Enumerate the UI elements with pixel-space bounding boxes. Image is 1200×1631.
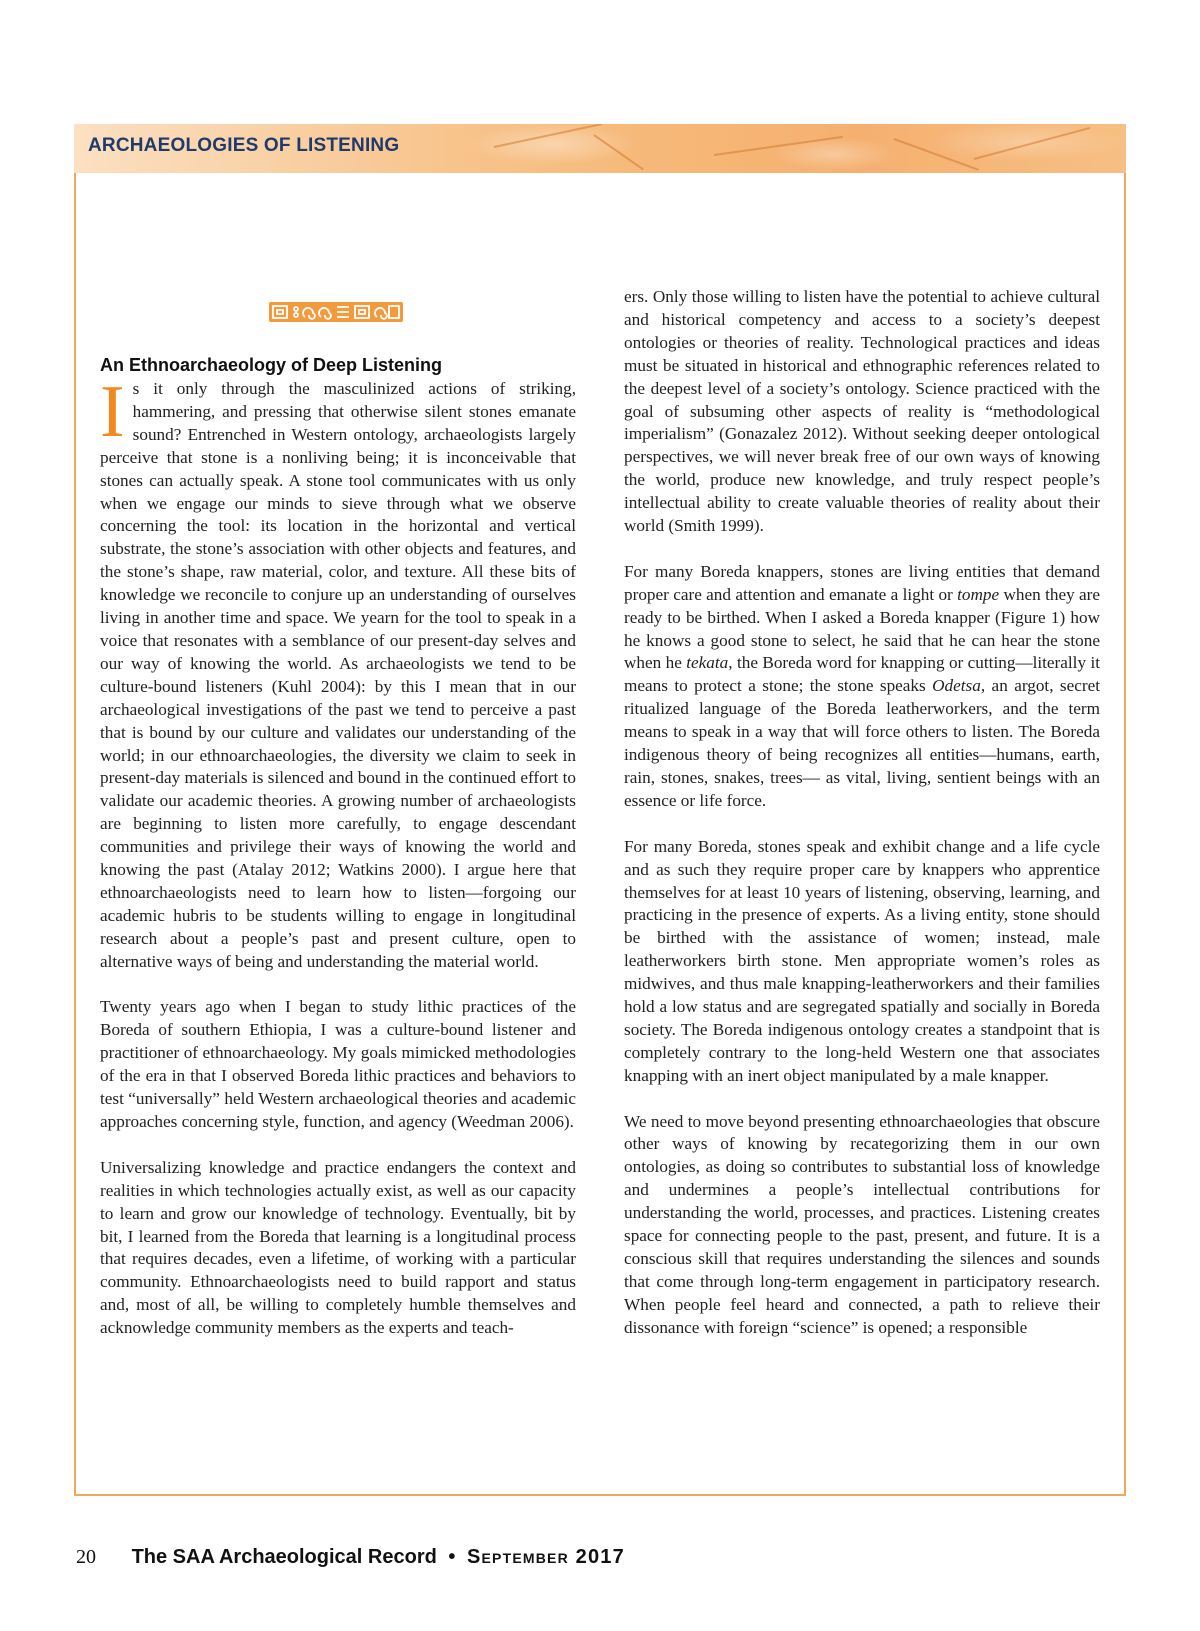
paragraph: We need to move beyond presenting ethnoarchaeologies that obscure other ways of knowing by recategorizing them in our own ontologies, as doing so contributes to substantial loss of knowledge and undermines a people’s intellectual contributions for understanding the world, processes, and practices. Listening creates space for connecting people to the past, present, and future. It is a conscious skill that requires understanding the silences and sounds that come through long-term engagement in participatory research. When people feel heard and connected, a path to relieve their dissonance with foreign “science” is opened; a responsible xyxy=(624,1111,1100,1337)
italic-term: tekata xyxy=(686,653,729,673)
section-banner xyxy=(74,124,1126,173)
paragraph xyxy=(624,561,1100,813)
paragraph-text: when they are ready to be birthed. When I asked a Boreda knapper (Figure 1) how he knows a good stone to select, he said that he can hear the stone when he xyxy=(624,584,1100,673)
paragraph-text: , an argot, secret ritualized language of the Boreda leatherworkers, and the term means to speak in a way that will force others to listen. The Boreda indigenous theory of being recognizes all entities—humans, earth, rain, stones, snakes, trees— as vital, living, sentient beings with an essence or life force. xyxy=(624,676,1100,810)
page-footer xyxy=(76,1546,625,1569)
paragraph-text: s it only through the masculinized actions of striking, hammering, and pressing that otherwise silent stones emanate sound? Entrenched in Western ontology, archaeologists largely perceive that stone is a nonliving being; it is inconceivable that stones can actually speak. A stone tool communicates with us only when we engage our minds to sieve through what we observe concerning the tool: its location in the horizontal and vertical substrate, the stone’s association with other objects and features, and the stone’s shape, raw material, color, and texture. All these bits of knowledge we reconcile to conjure up an understanding of ourselves living in another time and space. We yearn for the tool to speak in a voice that resonates with a semblance of our present-day selves and our way of knowing the world. As archaeologists we tend to be culture-bound listeners (Kuhl 2004): by this I mean that in our archaeological investigations of the past we tend to perceive a past that is bound by our culture and validates our understanding of the world; in our ethnoarchaeologies, the diversity we claim to seek in present-day materials is silenced and bound in the continued effort to validate our academic theories. A growing number of archaeologists are beginning to listen more carefully, to engage descendant communities and privilege their ways of knowing the world and knowing the past (Atalay 2012; Watkins 2000). I argue here that ethnoarchaeologists need to learn how to listen—forgoing our academic hubris to be students willing to engage in longitudinal research about a people’s past and present culture, open to alternative ways of being and understanding the material world. xyxy=(100,379,576,971)
left-column xyxy=(100,371,576,1363)
right-column xyxy=(624,286,1100,1363)
paragraph: For many Boreda, stones speak and exhibit change and a life cycle and as such they require proper care by knappers who apprentice themselves for at least 10 years of listening, observing, learning, and practicing in the presence of experts. As a living entity, stone should be birthed with the assistance of women; instead, male leatherworkers birth stone. Men appropriate women’s roles as midwives, and thus male knapping-leatherworkers and their families hold a low status and are segregated spatially and socially in Boreda society. The Boreda indigenous ontology creates a standpoint that is completely contrary to the long-held Western one that associates knapping with an inert object manipulated by a male knapper. xyxy=(624,836,1100,1085)
drop-cap: I xyxy=(100,371,125,453)
paragraph: Universalizing knowledge and practice endangers the context and realities in which technologies actually exist, as well as our capacity to learn and grow our knowledge of technology. Eventually, bit by bit, I learned from the Boreda that learning is a longitudinal process that requires decades, even a lifetime, of working with a particular community. Ethnoarchaeologists need to build rapport and status and, most of all, be willing to completely humble themselves and acknowledge community members as the experts and teach- xyxy=(100,1157,576,1338)
paragraph xyxy=(100,371,576,974)
publication-title: The SAA Archaeological Record xyxy=(131,1546,437,1568)
italic-term: Odetsa xyxy=(932,676,981,696)
paragraph: ers. Only those willing to listen have the potential to achieve cultural and historical competency and access to a society’s deepest ontologies or theories of reality. Technological practices and ideas must be situated in historical and ethnographic references related to the deepest level of a society’s ontology. Science practiced with the goal of subsuming other aspects of reality is “methodological imperialism” (Gonazalez 2012). Without seeking deeper ontological perspectives, we will never break free of our own ways of knowing the world, produce new knowledge, and truly respect people’s intellectual ability to create valuable theories of reality about their world (Smith 1999). xyxy=(624,287,1100,536)
paragraph-text: , the Boreda word for knapping or cutting—literally it means to protect a stone; the stone speaks xyxy=(624,653,1101,696)
article-heading: An Ethnoarchaeology of Deep Listening xyxy=(100,355,443,375)
paragraph: Twenty years ago when I began to study lithic practices of the Boreda of southern Ethiopia, I was a culture-bound listener and practitioner of ethnoarchaeology. My goals mimicked methodologies of the era in that I observed Boreda lithic practices and behaviors to test “universally” held Western archaeological theories and academic approaches concerning style, function, and agency (Weedman 2006). xyxy=(100,997,576,1131)
page-number: 20 xyxy=(76,1546,96,1568)
bullet-separator: • xyxy=(448,1546,456,1568)
italic-term: tompe xyxy=(957,584,1000,604)
section-title: ARCHAEOLOGIES OF LISTENING xyxy=(88,135,400,156)
paragraph-text: For many Boreda knappers, stones are living entities that demand proper care and attention and emanate a light or xyxy=(624,561,1100,604)
issue-date: September 2017 xyxy=(466,1546,625,1568)
decorative-ornament-icon xyxy=(269,302,403,322)
